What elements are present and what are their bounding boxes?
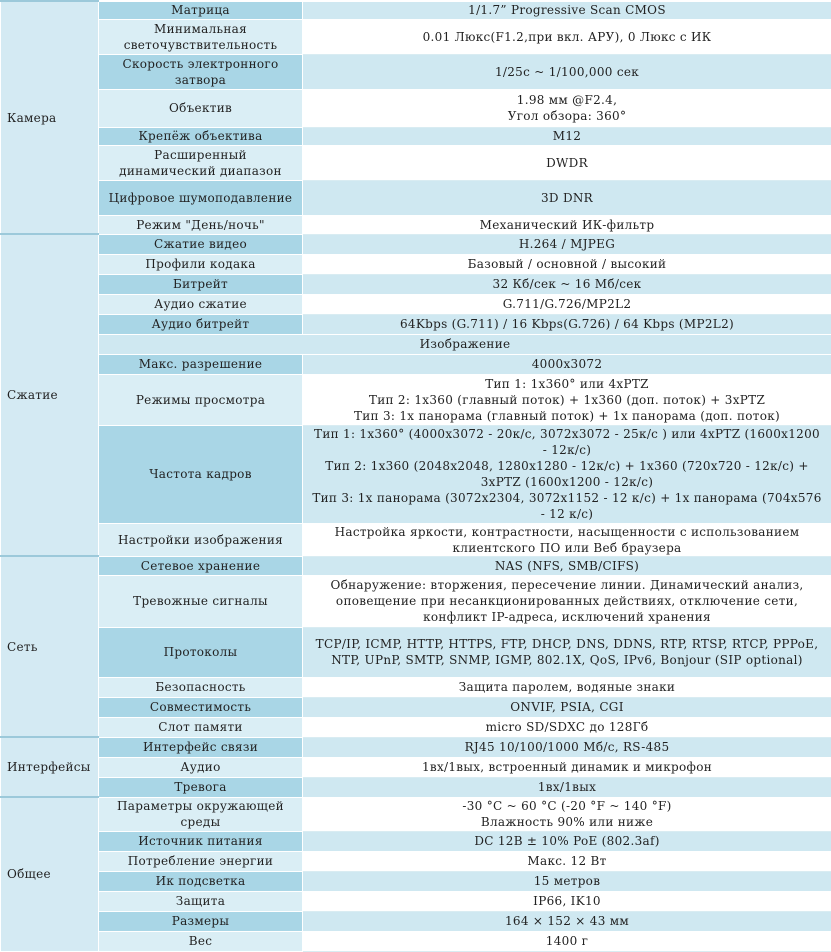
spec-label: Сжатие видео <box>99 234 303 254</box>
spec-row <box>1 234 831 254</box>
spec-value: IP66, IK10 <box>303 891 831 911</box>
spec-value: 1вх/1вых <box>303 777 831 797</box>
spec-row <box>1 19 831 54</box>
spec-label: Тревожные сигналы <box>99 575 303 627</box>
spec-row <box>1 354 831 374</box>
spec-row <box>1 911 831 931</box>
spec-value: 15 метров <box>303 871 831 891</box>
spec-value: TCP/IP, ICMP, HTTP, HTTPS, FTP, DHCP, DNS, DDNS, RTP, RTSP, RTCP, PPPoE, NTP, UPnP, SMTP, SNMP, IGMP, 802.1X, QoS, IPv6, Bonjour (SIP optional) <box>303 627 831 677</box>
spec-row <box>1 215 831 234</box>
spec-label: Слот памяти <box>99 717 303 737</box>
spec-label: Профили кодака <box>99 254 303 274</box>
spec-label: Размеры <box>99 911 303 931</box>
spec-label: Защита <box>99 891 303 911</box>
spec-row <box>1 127 831 145</box>
spec-row <box>1 314 831 334</box>
spec-row <box>1 145 831 180</box>
spec-label: Крепёж объектива <box>99 127 303 145</box>
spec-value: Механический ИК-фильтр <box>303 215 831 234</box>
spec-row <box>1 1 831 19</box>
section-subheader: Изображение <box>99 334 831 354</box>
spec-row <box>1 425 831 523</box>
spec-row <box>1 556 831 575</box>
spec-row <box>1 717 831 737</box>
category-cell: Общее <box>1 797 99 951</box>
spec-label: Параметры окружающей среды <box>99 797 303 831</box>
spec-row <box>1 757 831 777</box>
spec-row <box>1 89 831 127</box>
spec-row <box>1 697 831 717</box>
spec-value: 3D DNR <box>303 180 831 215</box>
spec-label: Аудио битрейт <box>99 314 303 334</box>
spec-label: Цифровое шумоподавление <box>99 180 303 215</box>
spec-value: 32 Кб/сек ~ 16 Мб/сек <box>303 274 831 294</box>
spec-value: G.711/G.726/MP2L2 <box>303 294 831 314</box>
spec-row <box>1 374 831 425</box>
spec-value: 164 × 152 × 43 мм <box>303 911 831 931</box>
spec-value: Защита паролем, водяные знаки <box>303 677 831 697</box>
spec-label: Битрейт <box>99 274 303 294</box>
spec-row <box>1 931 831 951</box>
spec-row <box>1 254 831 274</box>
spec-value: 0.01 Люкс(F1.2,при вкл. АРУ), 0 Люкс с ИК <box>303 19 831 54</box>
spec-value: M12 <box>303 127 831 145</box>
spec-value: Тип 1: 1x360° (4000x3072 - 20к/с, 3072x3072 - 25к/с ) или 4xPTZ (1600x1200 - 12к/с) Тип 2: 1x360 (2048x2048, 1280x1280 - 12к/с) + 1x360 (720x720 - 12к/с) + 3xPTZ (1600x1200 - 12к/с) Тип 3: 1x панорама (3072x2304, 3072x1152 - 12 к/с) + 1x панорама (704x576 - 12 к/с) <box>303 425 831 523</box>
spec-value: Тип 1: 1x360° или 4xPTZ Тип 2: 1x360 (главный поток) + 1x360 (доп. поток) + 3xPTZ Тип 3: 1x панорама (главный поток) + 1x панорама (доп. поток) <box>303 374 831 425</box>
spec-label: Потребление энергии <box>99 851 303 871</box>
spec-row <box>1 627 831 677</box>
spec-label: Режим "День/ночь" <box>99 215 303 234</box>
spec-label: Макс. разрешение <box>99 354 303 374</box>
spec-row <box>1 180 831 215</box>
spec-label: Минимальная светочувствительность <box>99 19 303 54</box>
spec-row <box>1 777 831 797</box>
category-cell: Сеть <box>1 556 99 737</box>
spec-row <box>1 677 831 697</box>
spec-row <box>1 523 831 556</box>
spec-row <box>1 851 831 871</box>
spec-value: Базовый / основной / высокий <box>303 254 831 274</box>
spec-value: 4000x3072 <box>303 354 831 374</box>
spec-label: Вес <box>99 931 303 951</box>
spec-label: Источник питания <box>99 831 303 851</box>
spec-row <box>1 294 831 314</box>
spec-label: Скорость электронного затвора <box>99 54 303 89</box>
spec-value: 1400 г <box>303 931 831 951</box>
spec-value: Обнаружение: вторжения, пересечение линии. Динамический анализ, оповещение при несанкционированных действиях, отключение сети, конфликт IP-адреса, исключений хранения <box>303 575 831 627</box>
spec-value: DC 12В ± 10% PoE (802.3af) <box>303 831 831 851</box>
spec-value: RJ45 10/100/1000 Мб/с, RS-485 <box>303 737 831 757</box>
spec-label: Протоколы <box>99 627 303 677</box>
spec-label: Совместимость <box>99 697 303 717</box>
spec-value: -30 °C ~ 60 °C (-20 °F ~ 140 °F) Влажность 90% или ниже <box>303 797 831 831</box>
spec-value: 64Kbps (G.711) / 16 Kbps(G.726) / 64 Kbps (MP2L2) <box>303 314 831 334</box>
category-cell: Интерфейсы <box>1 737 99 797</box>
category-cell: Сжатие <box>1 234 99 556</box>
spec-label: Частота кадров <box>99 425 303 523</box>
spec-label: Матрица <box>99 1 303 19</box>
spec-row <box>1 871 831 891</box>
spec-label: Сетевое хранение <box>99 556 303 575</box>
spec-label: Тревога <box>99 777 303 797</box>
spec-value: DWDR <box>303 145 831 180</box>
category-cell: Камера <box>1 1 99 234</box>
spec-value: 1/1.7” Progressive Scan CMOS <box>303 1 831 19</box>
spec-row <box>1 891 831 911</box>
spec-row <box>1 797 831 831</box>
spec-row <box>1 737 831 757</box>
spec-value: 1вх/1вых, встроенный динамик и микрофон <box>303 757 831 777</box>
spec-label: Режимы просмотра <box>99 374 303 425</box>
spec-row <box>1 334 831 354</box>
spec-label: Аудио сжатие <box>99 294 303 314</box>
spec-row <box>1 54 831 89</box>
spec-label: Интерфейс связи <box>99 737 303 757</box>
spec-value: 1/25с ~ 1/100,000 сек <box>303 54 831 89</box>
spec-value: 1.98 мм @F2.4, Угол обзора: 360° <box>303 89 831 127</box>
spec-value: NAS (NFS, SMB/CIFS) <box>303 556 831 575</box>
spec-value: H.264 / MJPEG <box>303 234 831 254</box>
spec-label: Расширенный динамический диапазон <box>99 145 303 180</box>
spec-value: micro SD/SDXC до 128Гб <box>303 717 831 737</box>
spec-value: Настройка яркости, контрастности, насыщенности с использованием клиентского ПО или Веб браузера <box>303 523 831 556</box>
spec-row <box>1 575 831 627</box>
spec-row <box>1 274 831 294</box>
spec-row <box>1 831 831 851</box>
spec-label: Объектив <box>99 89 303 127</box>
spec-label: Безопасность <box>99 677 303 697</box>
spec-value: ONVIF, PSIA, CGI <box>303 697 831 717</box>
spec-label: Ик подсветка <box>99 871 303 891</box>
spec-label: Аудио <box>99 757 303 777</box>
spec-value: Макс. 12 Вт <box>303 851 831 871</box>
spec-label: Настройки изображения <box>99 523 303 556</box>
